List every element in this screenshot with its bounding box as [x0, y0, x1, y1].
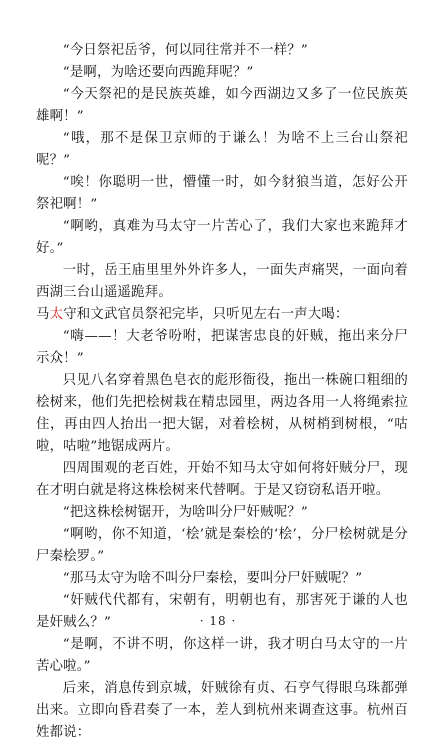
paragraph-16: “是啊，不讲不明，你这样一讲，我才明白马太守的一片苦心啦。” — [36, 637, 408, 674]
paragraph-8-rest: 守和文武官员祭祀完毕，只听见左右一声大喝： — [63, 307, 349, 322]
paragraph-5: “唉！你聪明一世，懵懂一时，如今豺狼当道，怎好公开祭祀啊！” — [36, 175, 408, 212]
paragraph-1: “今日祭祀岳爷，何以同往常并不一样？” — [62, 43, 308, 58]
highlighted-char: 太 — [49, 307, 64, 322]
paragraph-3: “今天祭祀的是民族英雄，如今西湖边又多了一位民族英雄啊！” — [36, 87, 408, 124]
paragraph-8-start: 马 — [36, 307, 50, 322]
paragraph-12: “把这株桧树锯开，为啥叫分尸奸贼呢？” — [62, 505, 308, 520]
paragraph-17: 后来，消息传到京城，奸贼徐有贞、石亨气得眼乌珠都弹出来。立即向昏君奏了一本，差人到杭州来调查这事。杭州百姓都说： — [36, 681, 408, 740]
paragraph-7: 一时，岳王庙里里外外许多人，一面失声痛哭，一面向着西湖三台山遥遥跪拜。 — [36, 263, 408, 300]
paragraph-13: “啊哟，你不知道，‘桧’就是秦桧的‘桧’，分尸桧树就是分尸秦桧罗。” — [36, 527, 408, 564]
body-text — [36, 40, 408, 744]
page-number: · 18 · — [199, 614, 237, 628]
paragraph-9: “嗨——！大老爷吩咐，把谋害忠良的奸贼，拖出来分尸示众！” — [36, 329, 408, 366]
paragraph-14: “那马太守为啥不叫分尸秦桧，要叫分尸奸贼呢？” — [62, 571, 363, 586]
paragraph-10: 只见八名穿着黑色皂衣的彪形衙役，拖出一株碗口粗细的桧树来，他们先把桧树栽在精忠园里，两边各用一人将绳索拉住，再由四人抬出一把大锯，对着桧树，从树梢到树根，“咕啦，咕啦”地锯成两片。 — [36, 373, 408, 454]
paragraph-4: “哦，那不是保卫京师的于谦么！为啥不上三台山祭祀呢？” — [36, 131, 408, 168]
paragraph-15: “奸贼代代都有，宋朝有，明朝也有，那害死于谦的人也是奸贼么？” — [36, 593, 408, 630]
paragraph-11: 四周围观的老百姓，开始不知马太守如何将奸贼分尸，现在才明白就是将这株桧树来代替啊。于是又窃窃私语开啦。 — [36, 461, 408, 498]
paragraph-2: “是啊，为啥还要向西跪拜呢？” — [62, 65, 254, 80]
paragraph-6: “啊哟，真难为马太守一片苦心了，我们大家也来跪拜才好。” — [36, 219, 408, 256]
paragraph-8 — [36, 304, 408, 326]
